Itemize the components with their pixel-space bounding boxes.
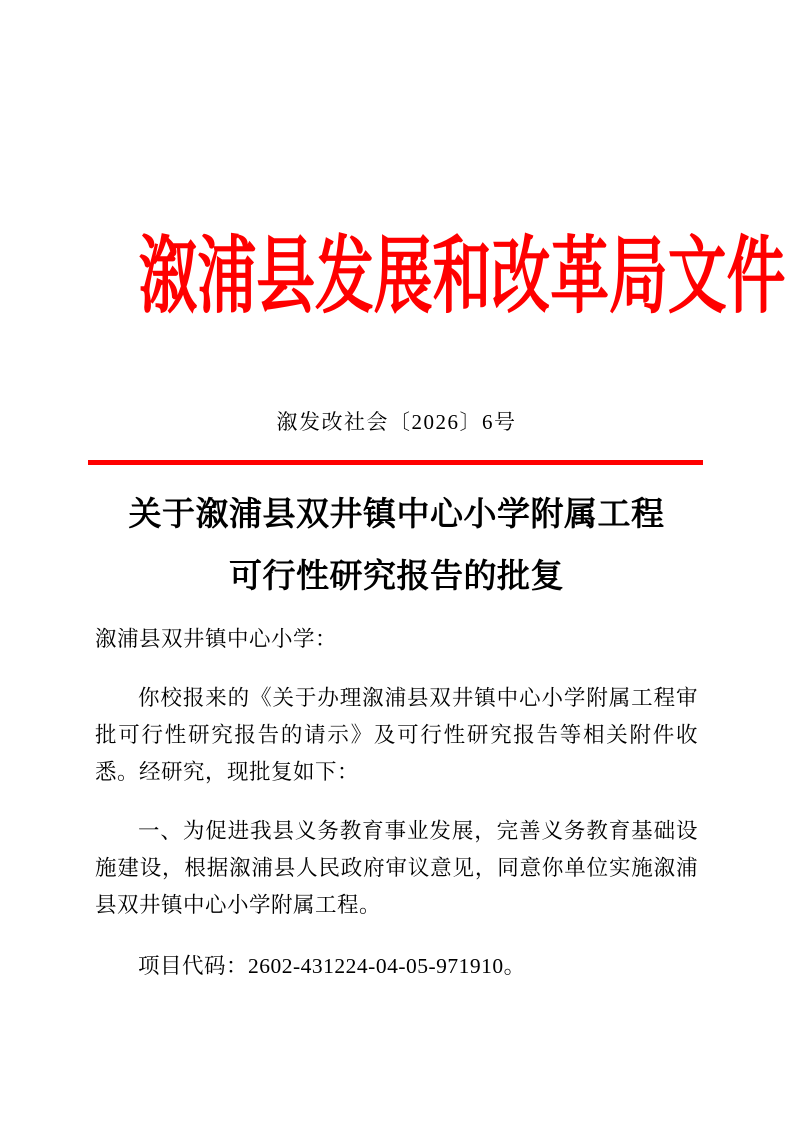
- document-title: [0, 484, 793, 608]
- paragraph-project-code: 项目代码：2602-431224-04-05-971910。: [138, 954, 526, 978]
- agency-title: 溆浦县发展和改革局文件: [138, 231, 786, 324]
- red-header-banner: [0, 226, 793, 330]
- document-number: 溆发改社会〔2026〕6号: [276, 410, 517, 434]
- document-body: [95, 620, 698, 985]
- red-separator-rule: [88, 460, 703, 465]
- document-title-line1: 关于溆浦县双井镇中心小学附属工程: [128, 497, 665, 533]
- document-title-line2: 可行性研究报告的批复: [229, 559, 564, 595]
- paragraph-acknowledgement: 你校报来的《关于办理溆浦县双井镇中心小学附属工程审批可行性研究报告的请示》及可行性研究报告等相关附件收悉。经研究，现批复如下：: [95, 686, 698, 784]
- salutation: 溆浦县双井镇中心小学：: [95, 627, 338, 651]
- paragraph-approval: 一、为促进我县义务教育事业发展，完善义务教育基础设施建设，根据溆浦县人民政府审议意见，同意你单位实施溆浦县双井镇中心小学附属工程。: [95, 819, 698, 917]
